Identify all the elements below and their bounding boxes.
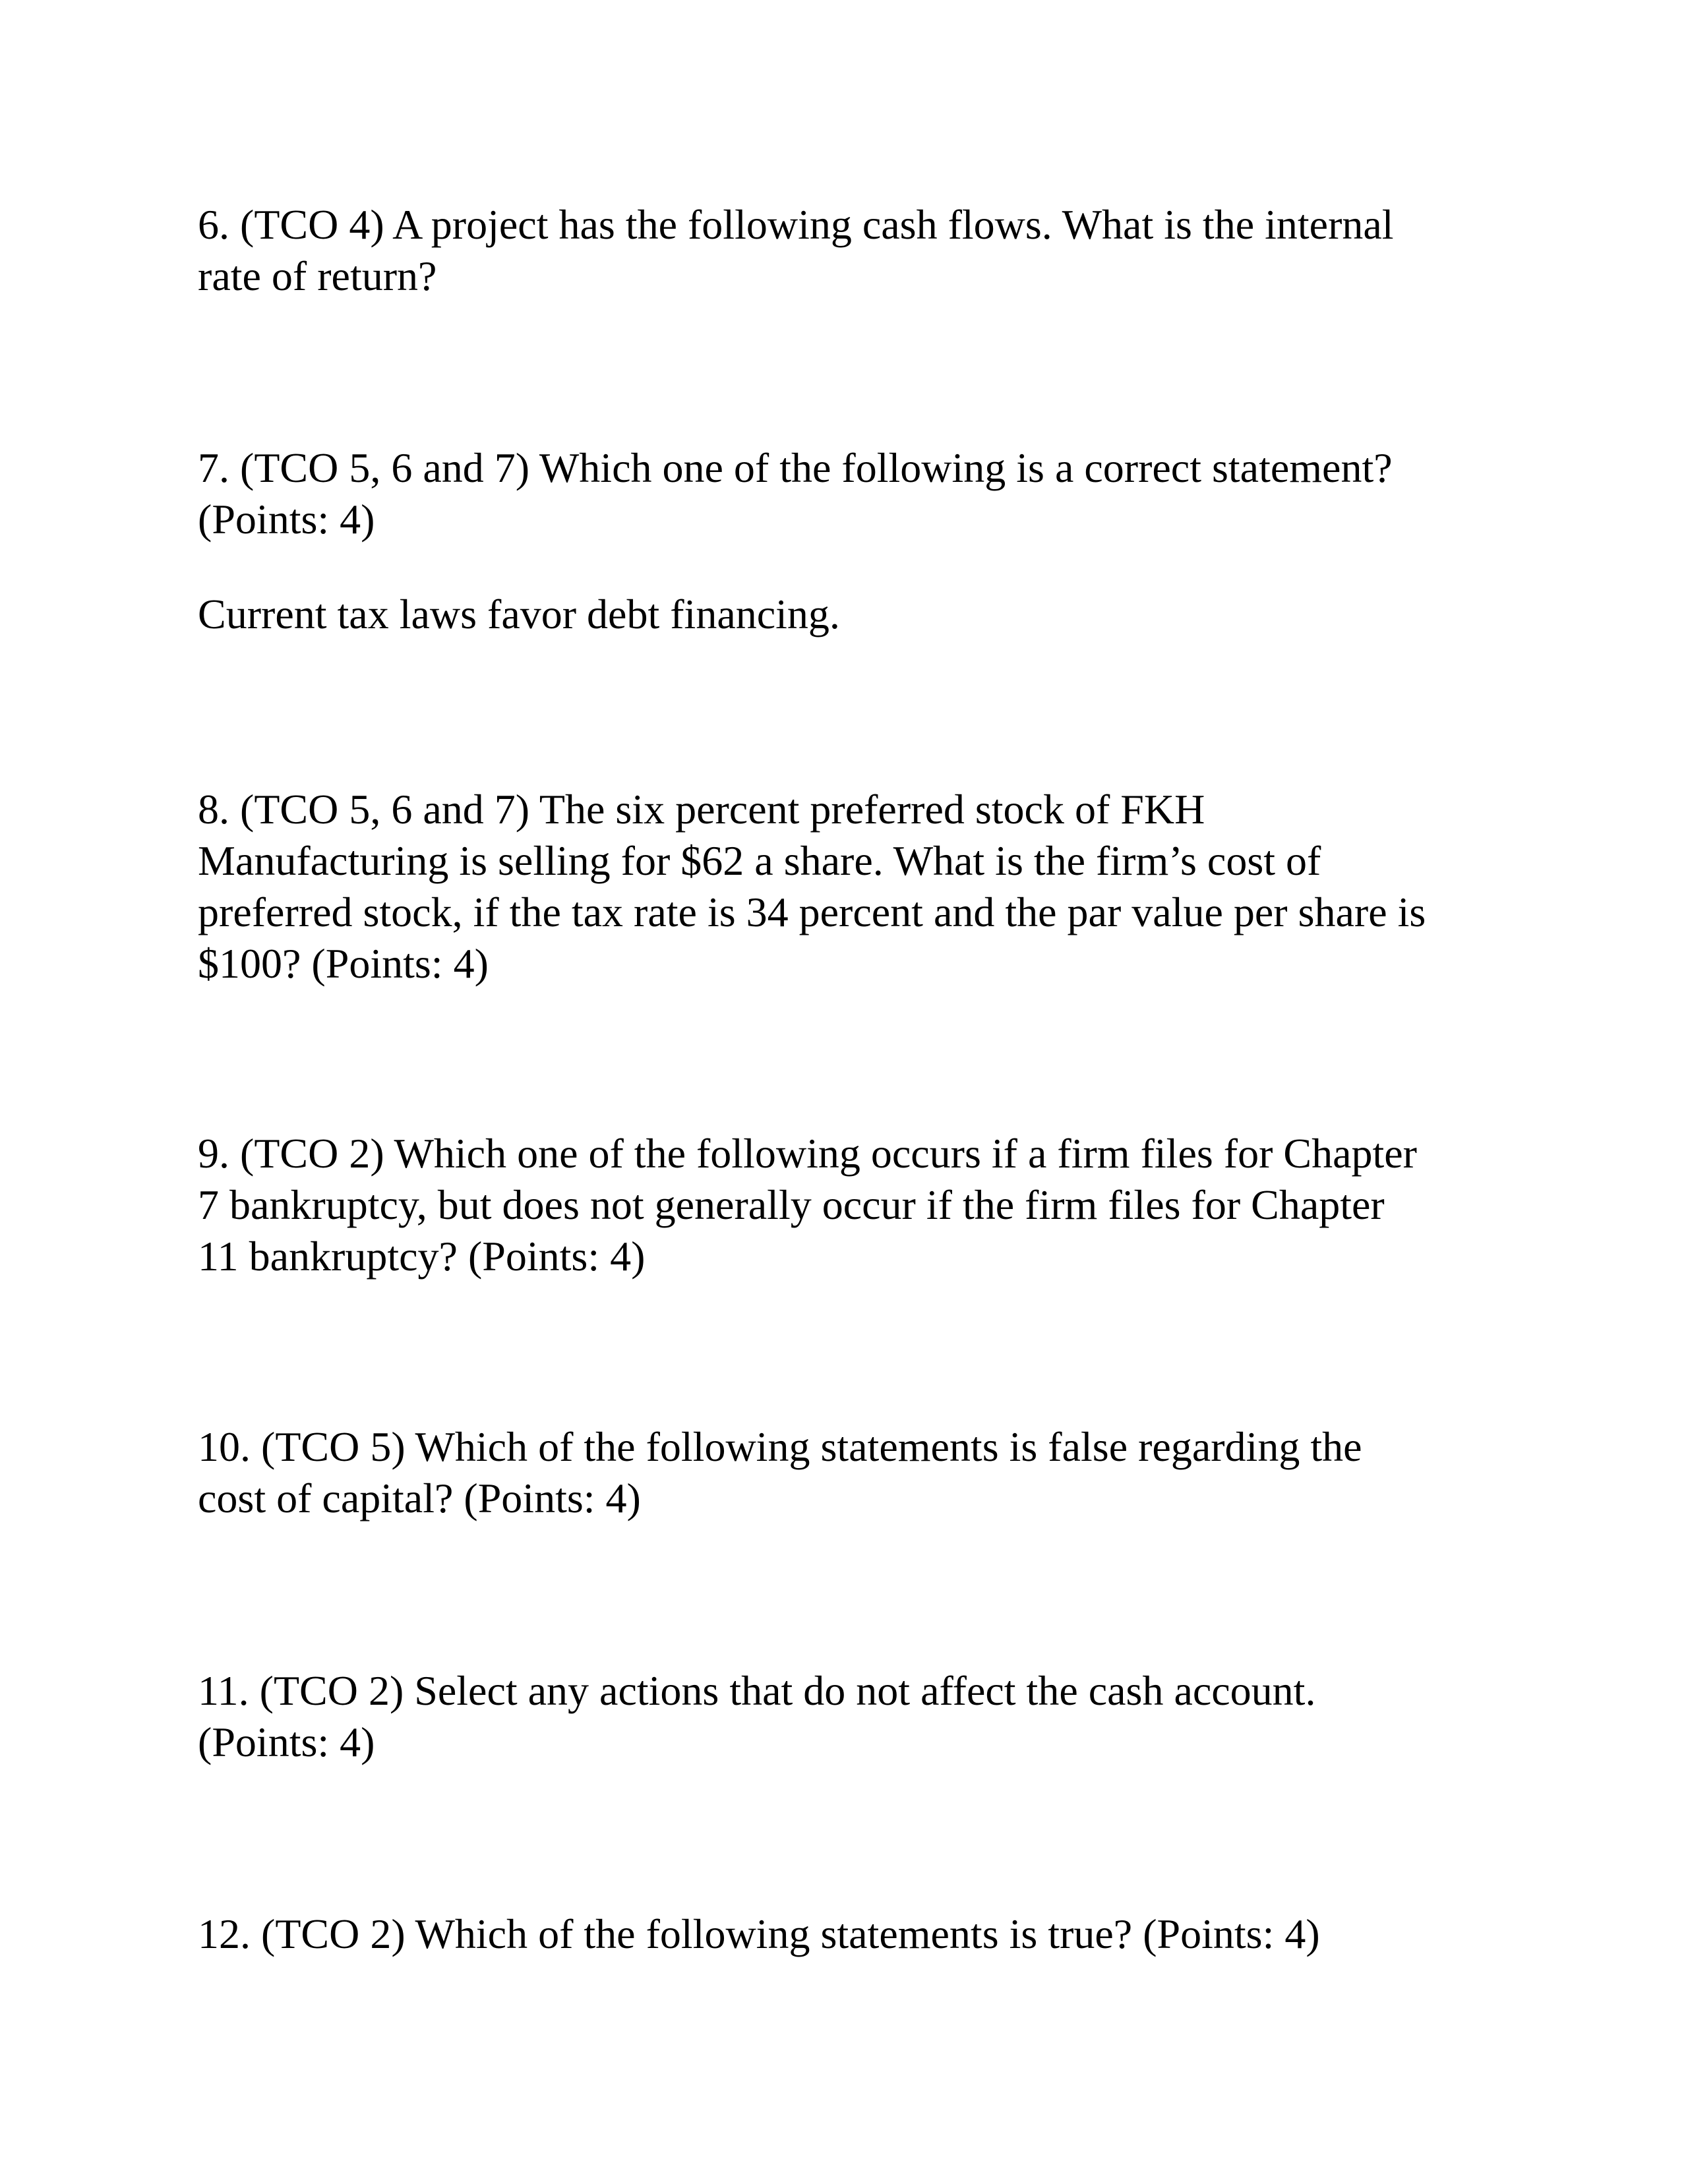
question-8-line-1: 8. (TCO 5, 6 and 7) The six percent preferred stock of FKH <box>198 786 1205 833</box>
question-10-line-2: cost of capital? (Points: 4) <box>198 1475 641 1521</box>
question-7-line-1: 7. (TCO 5, 6 and 7) Which one of the following is a correct statement? <box>198 444 1393 491</box>
question-6 <box>198 199 1517 302</box>
question-12-line-1: 12. (TCO 2) Which of the following statements is true? (Points: 4) <box>198 1910 1320 1957</box>
question-7 <box>198 442 1517 545</box>
question-10 <box>198 1421 1517 1524</box>
question-6-line-2: rate of return? <box>198 252 437 299</box>
question-7-answer: Current tax laws favor debt financing. <box>198 591 840 637</box>
question-9-line-2: 7 bankruptcy, but does not generally occur if the firm files for Chapter <box>198 1181 1385 1228</box>
question-10-line-1: 10. (TCO 5) Which of the following statements is false regarding the <box>198 1423 1362 1470</box>
question-11-line-1: 11. (TCO 2) Select any actions that do not affect the cash account. <box>198 1667 1316 1714</box>
question-8-line-2: Manufacturing is selling for $62 a share. What is the firm’s cost of <box>198 837 1321 884</box>
question-12 <box>198 1908 1517 1960</box>
question-9 <box>198 1128 1517 1282</box>
question-8 <box>198 784 1517 989</box>
question-8-line-4: $100? (Points: 4) <box>198 940 489 987</box>
question-9-line-1: 9. (TCO 2) Which one of the following occurs if a firm files for Chapter <box>198 1130 1417 1177</box>
question-11 <box>198 1665 1517 1768</box>
question-11-line-2: (Points: 4) <box>198 1719 375 1765</box>
question-8-line-3: preferred stock, if the tax rate is 34 percent and the par value per share is <box>198 889 1426 935</box>
question-7-line-2: (Points: 4) <box>198 496 375 543</box>
question-6-line-1: 6. (TCO 4) A project has the following cash flows. What is the internal <box>198 201 1394 248</box>
question-9-line-3: 11 bankruptcy? (Points: 4) <box>198 1233 646 1280</box>
